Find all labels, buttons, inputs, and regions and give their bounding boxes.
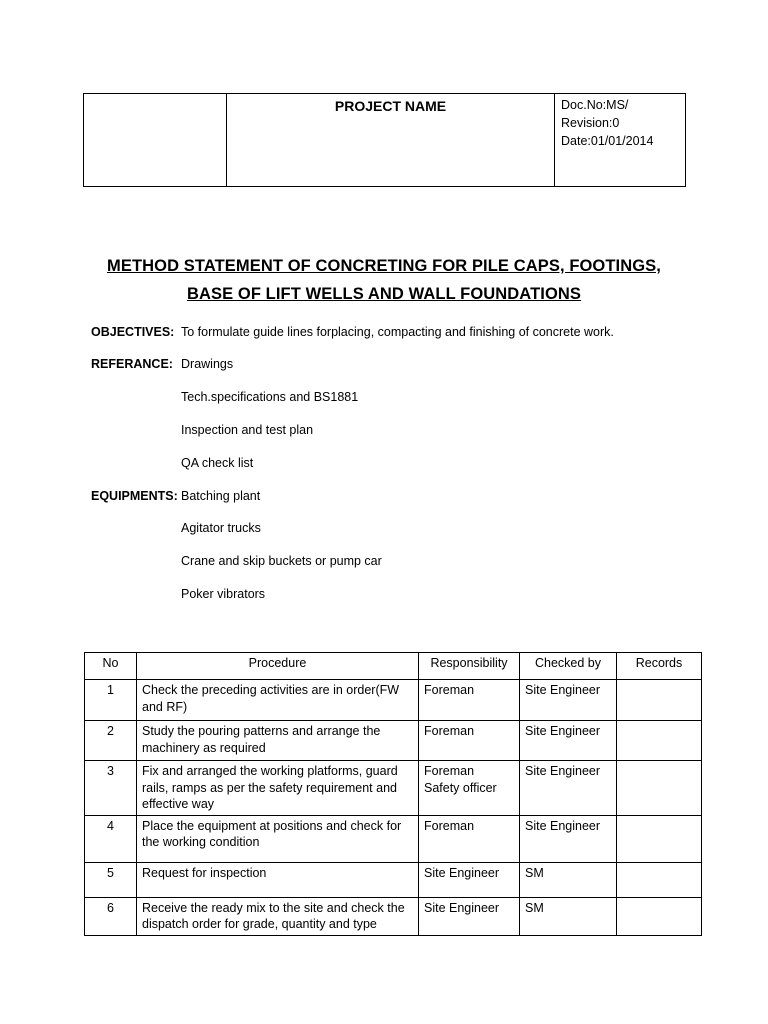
row-checked-by: Site Engineer (520, 815, 617, 862)
table-header-row (85, 653, 702, 680)
row-number: 3 (85, 761, 137, 816)
procedure-table (84, 652, 702, 936)
column-header-checked-by: Checked by (520, 653, 617, 680)
table-row (85, 721, 702, 761)
reference-item: QA check list (181, 456, 254, 470)
row-responsibility: Foreman (424, 764, 475, 778)
table-row (85, 680, 702, 721)
reference-item: Tech.specifications and BS1881 (181, 390, 359, 404)
row-responsibility: Foreman (419, 680, 520, 721)
column-header-records: Records (617, 653, 702, 680)
table-row (85, 862, 702, 897)
row-procedure: Fix and arranged the working platforms, guard rails, ramps as per the safety requirement and effective way (137, 761, 419, 816)
reference-item: Drawings (181, 357, 234, 371)
equipment-item: Agitator trucks (181, 521, 261, 535)
row-records (617, 815, 702, 862)
row-records (617, 862, 702, 897)
doc-number: Doc.No:MS/ (561, 98, 629, 112)
header-doc-info-cell (555, 94, 686, 187)
row-checked-by: SM (520, 897, 617, 935)
row-responsibility: Foreman (419, 721, 520, 761)
column-header-procedure: Procedure (137, 653, 419, 680)
column-header-no: No (85, 653, 137, 680)
row-records (617, 721, 702, 761)
row-checked-by: Site Engineer (520, 761, 617, 816)
header-logo-cell (84, 94, 227, 187)
row-responsibility: Site Engineer (419, 862, 520, 897)
row-number: 5 (85, 862, 137, 897)
row-records (617, 897, 702, 935)
objectives-value: To formulate guide lines forplacing, compacting and finishing of concrete work. (181, 325, 614, 339)
row-responsibility-secondary: Safety officer (424, 780, 497, 795)
document-title-line-2: BASE OF LIFT WELLS AND WALL FOUNDATIONS (186, 285, 582, 303)
row-responsibility: Foreman (419, 815, 520, 862)
row-responsibility-cell (419, 761, 520, 816)
equipment-item: Poker vibrators (181, 587, 266, 601)
document-header-table (83, 93, 686, 187)
row-number: 2 (85, 721, 137, 761)
row-procedure: Check the preceding activities are in order(FW and RF) (137, 680, 419, 721)
project-name: PROJECT NAME (334, 98, 447, 114)
row-records (617, 680, 702, 721)
table-row (85, 897, 702, 935)
row-procedure: Study the pouring patterns and arrange the machinery as required (137, 721, 419, 761)
row-checked-by: SM (520, 862, 617, 897)
row-responsibility: Site Engineer (419, 897, 520, 935)
equipment-item: Crane and skip buckets or pump car (181, 554, 382, 568)
table-row (85, 761, 702, 816)
equipments-label: EQUIPMENTS: (91, 489, 178, 503)
row-number: 6 (85, 897, 137, 935)
revision: Revision:0 (561, 116, 620, 130)
table-row (85, 815, 702, 862)
doc-date: Date:01/01/2014 (561, 134, 654, 148)
reference-item: Inspection and test plan (181, 423, 314, 437)
row-number: 4 (85, 815, 137, 862)
objectives-label: OBJECTIVES: (91, 325, 175, 339)
row-checked-by: Site Engineer (520, 680, 617, 721)
row-procedure: Receive the ready mix to the site and check the dispatch order for grade, quantity and type (137, 897, 419, 935)
row-number: 1 (85, 680, 137, 721)
row-checked-by: Site Engineer (520, 721, 617, 761)
reference-label: REFERANCE: (91, 357, 173, 371)
column-header-responsibility: Responsibility (419, 653, 520, 680)
row-records (617, 761, 702, 816)
equipment-item: Batching plant (181, 489, 261, 503)
row-procedure: Request for inspection (137, 862, 419, 897)
row-procedure: Place the equipment at positions and check for the working condition (137, 815, 419, 862)
header-project-cell (227, 94, 555, 187)
document-title-line-1: METHOD STATEMENT OF CONCRETING FOR PILE CAPS, FOOTINGS, (107, 257, 661, 275)
